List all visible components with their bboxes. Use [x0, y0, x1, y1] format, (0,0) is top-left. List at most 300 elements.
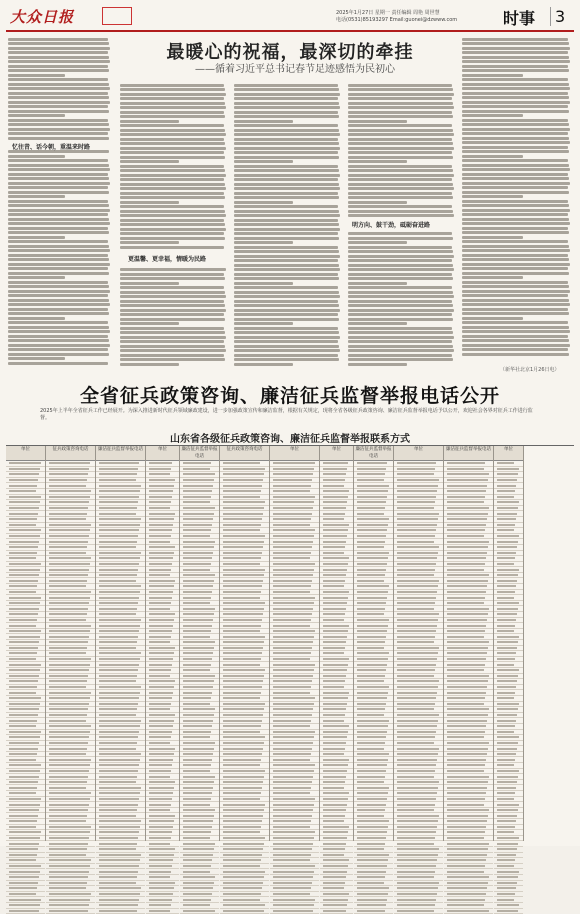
table-cell-text — [357, 831, 387, 833]
table-cell-text — [357, 714, 384, 716]
table-cell-text — [183, 792, 212, 794]
table-cell-text — [497, 501, 519, 503]
table-cell-text — [357, 904, 386, 906]
text-line — [120, 291, 225, 294]
text-line — [8, 281, 108, 284]
table-cell-text — [357, 703, 386, 705]
table-cell-text — [223, 580, 263, 582]
table-cell-text — [183, 563, 211, 565]
table-cell-text — [357, 608, 385, 610]
table-cell-text — [357, 826, 388, 828]
text-line — [120, 187, 226, 190]
table-cell-text — [323, 569, 347, 571]
table-cell-text — [9, 574, 39, 576]
table-cell-text — [273, 490, 310, 492]
table-cell-text — [497, 664, 514, 666]
table-cell-text — [323, 468, 347, 470]
table-cell-text — [447, 658, 486, 660]
table-cell-text — [223, 602, 265, 604]
table-cell-text — [183, 535, 210, 537]
table-cell-text — [223, 613, 263, 615]
text-line — [234, 156, 339, 159]
text-line — [234, 286, 338, 289]
text-line — [234, 246, 338, 249]
text-line — [348, 291, 453, 294]
table-cell-text — [497, 647, 517, 649]
table-cell-text — [397, 887, 438, 889]
table-cell-text — [273, 641, 313, 643]
table-cell-text — [149, 513, 175, 515]
table-cell-text — [397, 776, 434, 778]
table-cell-text — [273, 485, 311, 487]
table-cell-text — [149, 826, 173, 828]
table-cell-text — [149, 753, 174, 755]
text-line — [8, 204, 109, 207]
text-line — [348, 327, 452, 330]
table-header-cell: 单位 — [494, 446, 523, 461]
table-cell-text — [273, 473, 313, 475]
table-cell-text — [223, 541, 264, 543]
text-line — [348, 178, 452, 181]
table-cell-text — [49, 776, 88, 778]
table-cell-text — [183, 585, 213, 587]
table-cell-text — [183, 815, 214, 817]
table-cell-text — [497, 580, 517, 582]
text-line — [348, 133, 454, 136]
table-cell-text — [497, 669, 519, 671]
table-cell-text — [357, 636, 386, 638]
table-cell-text — [323, 669, 347, 671]
table-cell-text — [99, 703, 138, 705]
table-cell-text — [447, 602, 484, 604]
text-line — [462, 164, 569, 167]
article-headline: 最暖心的祝福，最深切的牵挂 — [120, 38, 460, 64]
table-cell-text — [323, 692, 349, 694]
table-cell-text — [323, 485, 344, 487]
table-cell-text — [223, 837, 265, 839]
table-cell-text — [183, 809, 215, 811]
table-cell-text — [323, 759, 349, 761]
table-cell-text — [323, 742, 346, 744]
text-line — [120, 304, 225, 307]
notice-title: 全省征兵政策咨询、廉洁征兵监督举报电话公开 — [0, 381, 580, 408]
table-cell-text — [223, 641, 264, 643]
text-line — [234, 187, 340, 190]
text-line — [462, 38, 568, 41]
table-cell-text — [273, 608, 313, 610]
table-cell-text — [273, 764, 315, 766]
table-cell-text — [323, 619, 344, 621]
text-line — [120, 219, 224, 222]
table-cell-text — [323, 804, 347, 806]
text-line — [120, 295, 226, 298]
table-cell-text — [223, 479, 263, 481]
table-cell-text — [49, 619, 86, 621]
text-line — [8, 137, 109, 140]
table-cell-text — [149, 831, 172, 833]
text-line — [120, 313, 224, 316]
text-line — [462, 87, 570, 90]
table-cell-text — [497, 597, 514, 599]
text-line — [8, 155, 65, 158]
table-cell-text — [397, 680, 439, 682]
table-column — [46, 446, 96, 841]
table-cell-text — [223, 910, 264, 912]
table-cell-text — [273, 831, 315, 833]
table-cell-text — [183, 843, 215, 845]
table-cell-text — [497, 893, 515, 895]
table-cell-text — [9, 736, 40, 738]
table-row — [180, 909, 219, 914]
text-line — [120, 192, 224, 195]
table-cell-text — [223, 630, 260, 632]
table-cell-text — [357, 641, 385, 643]
table-cell-text — [447, 574, 489, 576]
table-cell-text — [149, 776, 170, 778]
table-cell-text — [149, 625, 173, 627]
table-cell-text — [183, 826, 212, 828]
table-cell-text — [49, 792, 91, 794]
table-cell-text — [397, 720, 438, 722]
table-cell-text — [99, 608, 137, 610]
table-cell-text — [99, 736, 138, 738]
text-line — [8, 353, 109, 356]
table-cell-text — [99, 569, 138, 571]
text-line — [8, 263, 110, 266]
text-line — [120, 196, 225, 199]
table-cell-text — [9, 608, 39, 610]
table-cell-text — [323, 703, 347, 705]
table-cell-text — [223, 882, 263, 884]
text-line — [8, 200, 108, 203]
table-column — [320, 446, 354, 841]
table-header-cell: 单位 — [320, 446, 353, 461]
table-cell-text — [397, 518, 438, 520]
table-cell-text — [9, 630, 41, 632]
table-cell-text — [149, 725, 173, 727]
text-gap — [120, 264, 228, 267]
text-line — [234, 219, 338, 222]
table-cell-text — [9, 742, 39, 744]
table-cell-text — [447, 871, 484, 873]
table-cell-text — [223, 871, 265, 873]
text-line — [234, 174, 340, 177]
table-cell-text — [273, 910, 313, 912]
table-cell-text — [49, 552, 86, 554]
text-line — [120, 97, 224, 100]
text-line — [234, 358, 339, 361]
table-cell-text — [323, 597, 348, 599]
text-line — [8, 267, 108, 270]
table-cell-text — [183, 680, 214, 682]
table-cell-text — [149, 591, 173, 593]
table-cell-text — [9, 513, 38, 515]
table-cell-text — [273, 574, 313, 576]
table-cell-text — [99, 882, 136, 884]
table-cell-text — [223, 876, 264, 878]
table-cell-text — [497, 904, 519, 906]
table-cell-text — [273, 731, 315, 733]
table-cell-text — [397, 742, 434, 744]
table-cell-text — [447, 608, 489, 610]
table-cell-text — [447, 837, 484, 839]
table-cell-text — [397, 692, 437, 694]
table-cell-text — [323, 736, 347, 738]
table-cell-text — [397, 630, 436, 632]
table-cell-text — [447, 652, 487, 654]
table-cell-text — [357, 848, 384, 850]
table-cell-text — [273, 518, 311, 520]
text-line — [462, 263, 570, 266]
table-cell-text — [99, 496, 139, 498]
table-cell-text — [49, 580, 87, 582]
table-cell-text — [49, 798, 90, 800]
table-cell-text — [323, 893, 349, 895]
table-cell-text — [149, 809, 170, 811]
table-cell-text — [273, 876, 313, 878]
table-cell-text — [149, 473, 170, 475]
table-cell-text — [49, 764, 90, 766]
text-line — [348, 259, 452, 262]
table-cell-text — [149, 664, 172, 666]
table-cell-text — [9, 804, 40, 806]
text-line — [8, 119, 108, 122]
table-cell-text — [149, 507, 170, 509]
text-line — [462, 69, 569, 72]
table-cell-text — [183, 669, 210, 671]
table-cell-text — [223, 518, 262, 520]
table-cell-text — [273, 809, 313, 811]
table-cell-text — [9, 664, 41, 666]
text-line — [234, 205, 338, 208]
table-cell-text — [357, 613, 384, 615]
table-cell-text — [149, 552, 174, 554]
table-cell-text — [149, 619, 174, 621]
table-cell-text — [49, 876, 88, 878]
text-line — [462, 137, 569, 140]
table-cell-text — [223, 563, 260, 565]
table-cell-text — [183, 731, 211, 733]
table-cell-text — [357, 664, 387, 666]
text-line — [462, 326, 569, 329]
text-line — [8, 218, 109, 221]
text-line — [120, 286, 224, 289]
page-header — [6, 4, 574, 32]
table-cell-text — [397, 541, 434, 543]
table-cell-text — [447, 641, 489, 643]
table-header-cell: 单位 — [146, 446, 179, 461]
text-line — [120, 165, 224, 168]
table-cell-text — [357, 792, 388, 794]
text-line — [462, 150, 569, 153]
text-gap — [120, 250, 228, 253]
table-cell-text — [49, 848, 87, 850]
text-line — [234, 151, 338, 154]
text-line — [120, 300, 224, 303]
table-cell-text — [223, 669, 265, 671]
text-line — [8, 128, 110, 131]
section-head-2: 更温馨、更幸福，情暖为民路 — [128, 254, 206, 263]
table-cell-text — [447, 720, 487, 722]
text-line — [234, 201, 293, 204]
text-line — [120, 183, 225, 186]
text-line — [462, 222, 570, 225]
table-cell-text — [323, 513, 345, 515]
text-line — [234, 142, 339, 145]
table-cell-text — [273, 759, 310, 761]
table-cell-text — [49, 815, 87, 817]
table-cell-text — [447, 507, 489, 509]
table-cell-text — [99, 692, 140, 694]
table-cell-text — [149, 569, 171, 571]
table-cell-text — [273, 854, 311, 856]
table-cell-text — [397, 513, 439, 515]
table-cell-text — [183, 720, 213, 722]
table-cell-text — [447, 748, 488, 750]
table-cell-text — [99, 792, 140, 794]
text-line — [462, 285, 569, 288]
table-cell-text — [497, 697, 514, 699]
text-line — [120, 156, 225, 159]
text-line — [8, 101, 110, 104]
table-cell-text — [447, 546, 488, 548]
table-cell-text — [397, 826, 437, 828]
table-cell-text — [273, 468, 314, 470]
table-cell-text — [223, 473, 264, 475]
text-line — [462, 182, 570, 185]
table-cell-text — [357, 809, 385, 811]
table-cell-text — [99, 630, 139, 632]
table-cell-text — [223, 574, 264, 576]
table-cell-text — [323, 815, 345, 817]
table-cell-text — [397, 524, 437, 526]
table-cell-text — [223, 490, 261, 492]
table-cell-text — [323, 675, 346, 677]
table-cell-text — [223, 904, 265, 906]
table-cell-text — [323, 725, 349, 727]
text-line — [8, 38, 108, 41]
table-cell-text — [273, 843, 313, 845]
table-cell-text — [9, 798, 41, 800]
table-cell-text — [447, 580, 488, 582]
text-line — [348, 345, 453, 348]
table-cell-text — [357, 893, 388, 895]
text-line — [8, 177, 109, 180]
table-cell-text — [497, 680, 517, 682]
table-cell-text — [497, 753, 516, 755]
table-cell-text — [397, 759, 437, 761]
table-cell-text — [447, 524, 486, 526]
table-cell-text — [99, 854, 141, 856]
table-cell-text — [273, 507, 313, 509]
table-cell-text — [223, 692, 261, 694]
text-line — [348, 363, 407, 366]
table-cell-text — [447, 781, 488, 783]
table-cell-text — [49, 524, 91, 526]
table-cell-text — [397, 748, 439, 750]
table-cell-text — [99, 742, 137, 744]
table-cell-text — [357, 574, 385, 576]
table-cell-text — [49, 759, 91, 761]
table-cell-text — [357, 496, 387, 498]
table-cell-text — [99, 580, 136, 582]
table-cell-text — [49, 597, 90, 599]
table-cell-text — [223, 585, 262, 587]
table-cell-text — [447, 876, 489, 878]
table-cell-text — [49, 541, 88, 543]
table-cell-text — [497, 473, 518, 475]
table-cell-text — [183, 552, 213, 554]
table-cell-text — [183, 899, 211, 901]
table-cell-text — [397, 736, 435, 738]
table-cell-text — [99, 574, 137, 576]
table-cell-text — [497, 708, 518, 710]
table-cell-text — [49, 837, 89, 839]
table-row — [146, 909, 179, 914]
text-line — [462, 204, 569, 207]
table-cell-text — [9, 541, 39, 543]
table-cell-text — [183, 580, 214, 582]
table-cell-text — [497, 859, 515, 861]
text-line — [120, 160, 179, 163]
table-cell-text — [397, 859, 437, 861]
table-cell-text — [357, 619, 389, 621]
table-row — [394, 909, 443, 914]
table-cell-text — [397, 602, 435, 604]
table-cell-text — [9, 563, 41, 565]
page-number: 3 — [550, 7, 565, 26]
table-cell-text — [149, 815, 175, 817]
table-cell-text — [223, 865, 260, 867]
table-cell-text — [9, 507, 39, 509]
table-cell-text — [497, 714, 517, 716]
text-line — [348, 336, 454, 339]
text-line — [462, 65, 568, 68]
text-line — [462, 159, 568, 162]
text-line — [8, 348, 108, 351]
table-cell-text — [9, 686, 37, 688]
table-cell-text — [497, 787, 516, 789]
table-cell-text — [273, 736, 314, 738]
table-cell-text — [183, 776, 215, 778]
table-cell-text — [49, 507, 88, 509]
table-cell-text — [99, 770, 138, 772]
text-line — [234, 165, 338, 168]
table-cell-text — [273, 613, 312, 615]
table-cell-text — [223, 501, 265, 503]
table-cell-text — [323, 887, 344, 889]
text-line — [234, 223, 339, 226]
table-cell-text — [49, 501, 89, 503]
text-line — [234, 196, 339, 199]
text-line — [348, 322, 407, 325]
text-line — [8, 132, 108, 135]
table-cell-text — [397, 904, 435, 906]
text-line — [234, 183, 339, 186]
table-cell-text — [99, 479, 136, 481]
table-cell-text — [447, 529, 485, 531]
text-line — [8, 227, 108, 230]
table-cell-text — [149, 602, 171, 604]
table-cell-text — [357, 837, 386, 839]
table-cell-text — [99, 725, 140, 727]
table-cell-text — [397, 798, 436, 800]
table-cell-text — [323, 664, 348, 666]
table-cell-text — [183, 770, 210, 772]
text-line — [348, 354, 452, 357]
table-cell-text — [273, 871, 314, 873]
text-line — [8, 285, 109, 288]
